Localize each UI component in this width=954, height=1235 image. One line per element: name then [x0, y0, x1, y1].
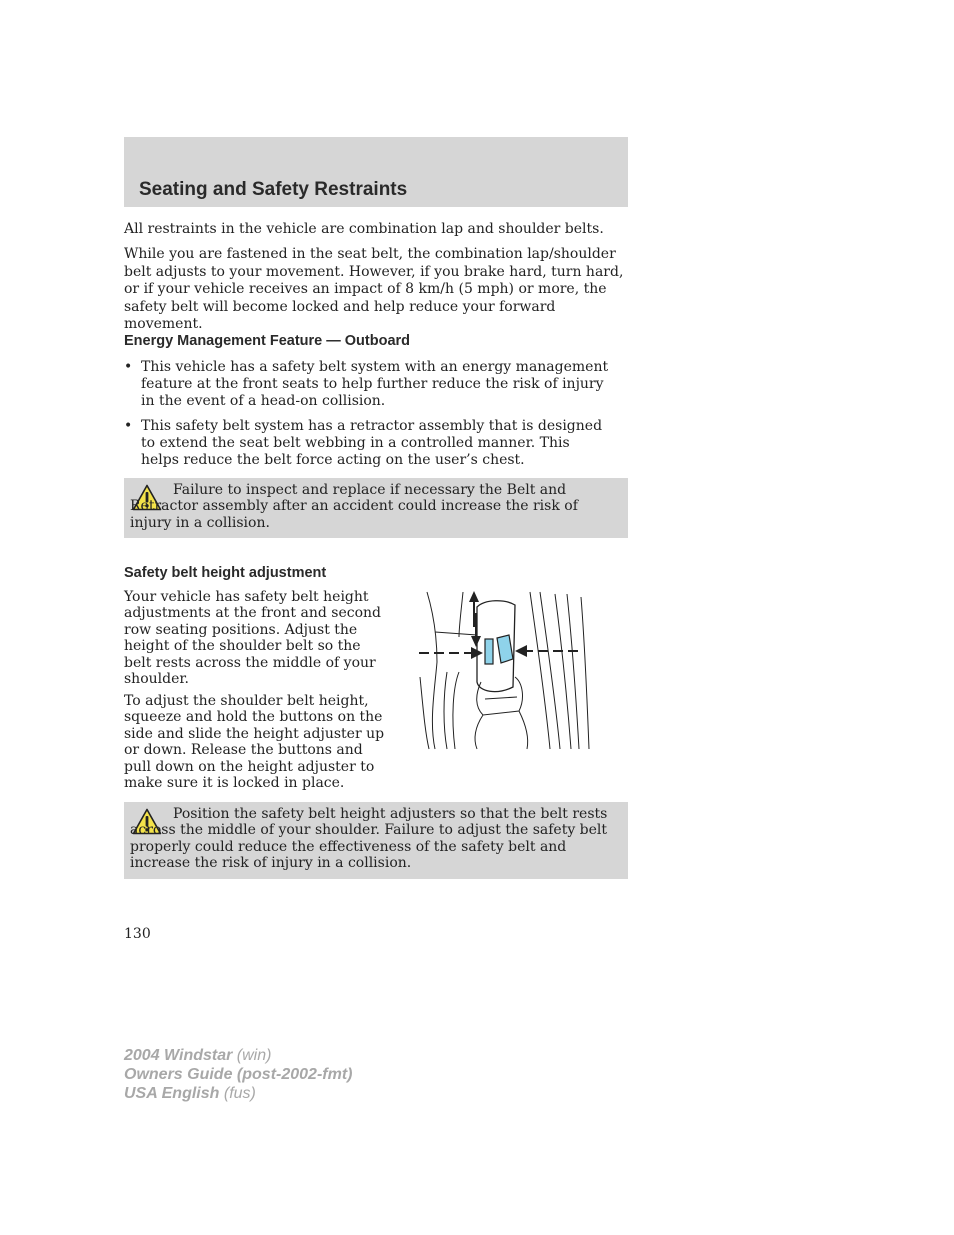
height-paragraph-2: To adjust the shoulder belt height, squeeze and hold the buttons on the side and slide the height adjuster up or down. Release the buttons and pull down on the height adjuster to make sure it is locked in place.	[124, 693, 385, 792]
warning-box-height-adjuster	[124, 802, 628, 879]
footer-language: USA English	[124, 1085, 220, 1102]
intro-paragraph-1: All restraints in the vehicle are combination lap and shoulder belts.	[124, 221, 604, 237]
intro-paragraph-2: While you are fastened in the seat belt, the combination lap/shoulder belt adjusts to your movement. However, if you brake hard, turn hard, or if your vehicle receives an impact of 8 km/h (5 mph) or more, the safety belt will become locked and help reduce your forward movement.	[124, 246, 624, 332]
height-adjustment-heading: Safety belt height adjustment	[124, 565, 327, 581]
warning-text: Position the safety belt height adjusters so that the belt rests across the middle of your shoulder. Failure to adjust the safety belt properly could reduce the effectiveness of the safety belt and increase the risk of injury in a collision.	[130, 806, 608, 871]
height-paragraph-1: Your vehicle has safety belt height adjustments at the front and second row seating positions. Adjust the height of the shoulder belt so the belt rests across the middle of your shoulder.	[124, 589, 382, 688]
section-header-band	[124, 137, 628, 207]
belt-height-adjuster-illustration	[415, 587, 605, 757]
footer-line-3	[124, 1084, 352, 1103]
bullet-symbol: •	[124, 418, 133, 434]
warning-text: Failure to inspect and replace if necessary the Belt and Retractor assembly after an accident could increase the risk of injury in a collision.	[130, 482, 578, 531]
section-title: Seating and Safety Restraints	[139, 179, 408, 200]
warning-box-retractor	[124, 478, 628, 538]
footer-language-code: (fus)	[219, 1085, 256, 1102]
footer-line-1	[124, 1046, 352, 1065]
document-footer	[124, 1046, 352, 1103]
bullet-text: This safety belt system has a retractor assembly that is designed to extend the seat belt webbing in a controlled manner. This helps reduce the belt force acting on the user’s chest.	[141, 418, 603, 468]
footer-line-2	[124, 1065, 352, 1084]
bullet-symbol: •	[124, 359, 133, 375]
footer-guide: Owners Guide (post-2002-fmt)	[124, 1066, 353, 1083]
page-number: 130	[124, 926, 151, 942]
energy-management-heading: Energy Management Feature — Outboard	[124, 333, 411, 349]
footer-model: 2004 Windstar	[124, 1047, 233, 1064]
footer-model-code: (win)	[232, 1047, 272, 1064]
bullet-text: This vehicle has a safety belt system with an energy management feature at the front seats to help further reduce the risk of injury in the event of a head-on collision.	[141, 359, 609, 409]
